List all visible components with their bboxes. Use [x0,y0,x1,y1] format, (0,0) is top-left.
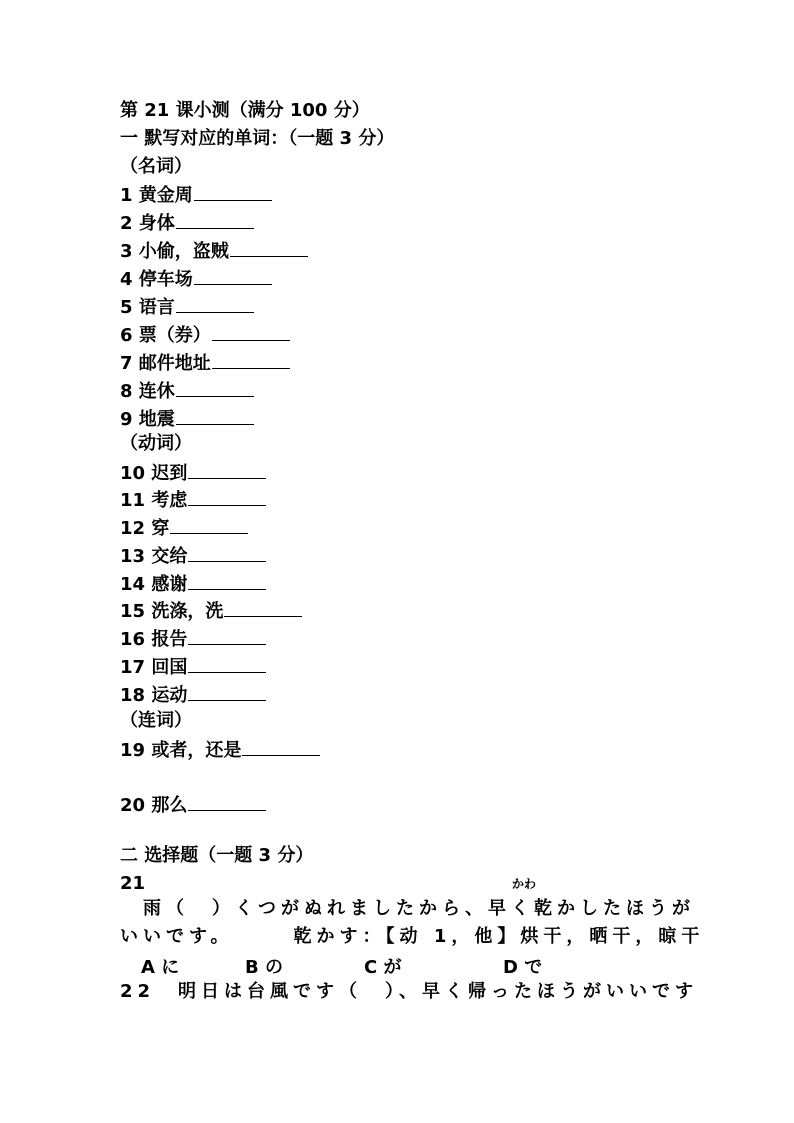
answer-blank[interactable] [212,354,290,369]
list-item: 7 邮件地址 [120,354,290,373]
verbs-label: （动词） [120,433,192,454]
answer-blank[interactable] [176,410,254,425]
option-d[interactable]: D で [503,957,543,978]
answer-blank[interactable] [212,326,290,341]
answer-blank[interactable] [188,630,266,645]
list-item: 14 感谢 [120,575,266,594]
question-22: 22 明日は台風です（ ）、早く帰ったほうがいいです [120,981,699,1002]
list-item: 4 停车场 [120,270,272,289]
list-item: 18 运动 [120,686,266,705]
list-item: 11 考虑 [120,491,266,510]
list-item: 20 那么 [120,796,266,815]
answer-blank[interactable] [176,214,254,229]
conj-label: （连词） [120,710,192,731]
list-item: 2 身体 [120,214,254,233]
option-a[interactable]: A に [141,957,180,978]
answer-blank[interactable] [188,686,266,701]
question-21-line2: いいです。 乾かす：【动 1，他】烘干，晒干，晾干 [120,926,705,947]
section1-heading: 一 默写对应的单词：（一题 3 分） [120,128,395,149]
answer-blank[interactable] [188,464,266,479]
answer-blank[interactable] [188,796,266,811]
list-item: 5 语言 [120,298,254,317]
option-b[interactable]: B の [245,957,283,978]
answer-blank[interactable] [194,186,272,201]
answer-blank[interactable] [176,298,254,313]
list-item: 15 洗涤，洗 [120,602,302,621]
nouns-label: （名词） [120,156,192,177]
answer-blank[interactable] [170,519,248,534]
answer-blank[interactable] [188,547,266,562]
question-21-line1: 雨（ ）くつがぬれましたから、早く乾かしたほうが [143,898,695,919]
list-item: 6 票（券） [120,326,290,345]
option-c[interactable]: C が [364,957,402,978]
list-item: 19 或者，还是 [120,741,320,760]
question-number: 21 [120,873,146,894]
list-item: 13 交给 [120,547,266,566]
answer-blank[interactable] [194,270,272,285]
answer-blank[interactable] [188,491,266,506]
list-item: 3 小偷，盗贼 [120,242,308,261]
list-item: 1 黄金周 [120,186,272,205]
page-title: 第 21 课小测（满分 100 分） [120,100,370,121]
furigana: かわ [512,877,537,891]
answer-blank[interactable] [188,658,266,673]
list-item: 12 穿 [120,519,248,538]
list-item: 9 地震 [120,410,254,429]
list-item: 8 连休 [120,382,254,401]
answer-blank[interactable] [230,242,308,257]
list-item: 17 回国 [120,658,266,677]
list-item: 16 报告 [120,630,266,649]
answer-blank[interactable] [242,741,320,756]
section2-heading: 二 选择题（一题 3 分） [120,845,314,866]
answer-blank[interactable] [188,575,266,590]
answer-blank[interactable] [176,382,254,397]
list-item: 10 迟到 [120,464,266,483]
answer-blank[interactable] [224,602,302,617]
